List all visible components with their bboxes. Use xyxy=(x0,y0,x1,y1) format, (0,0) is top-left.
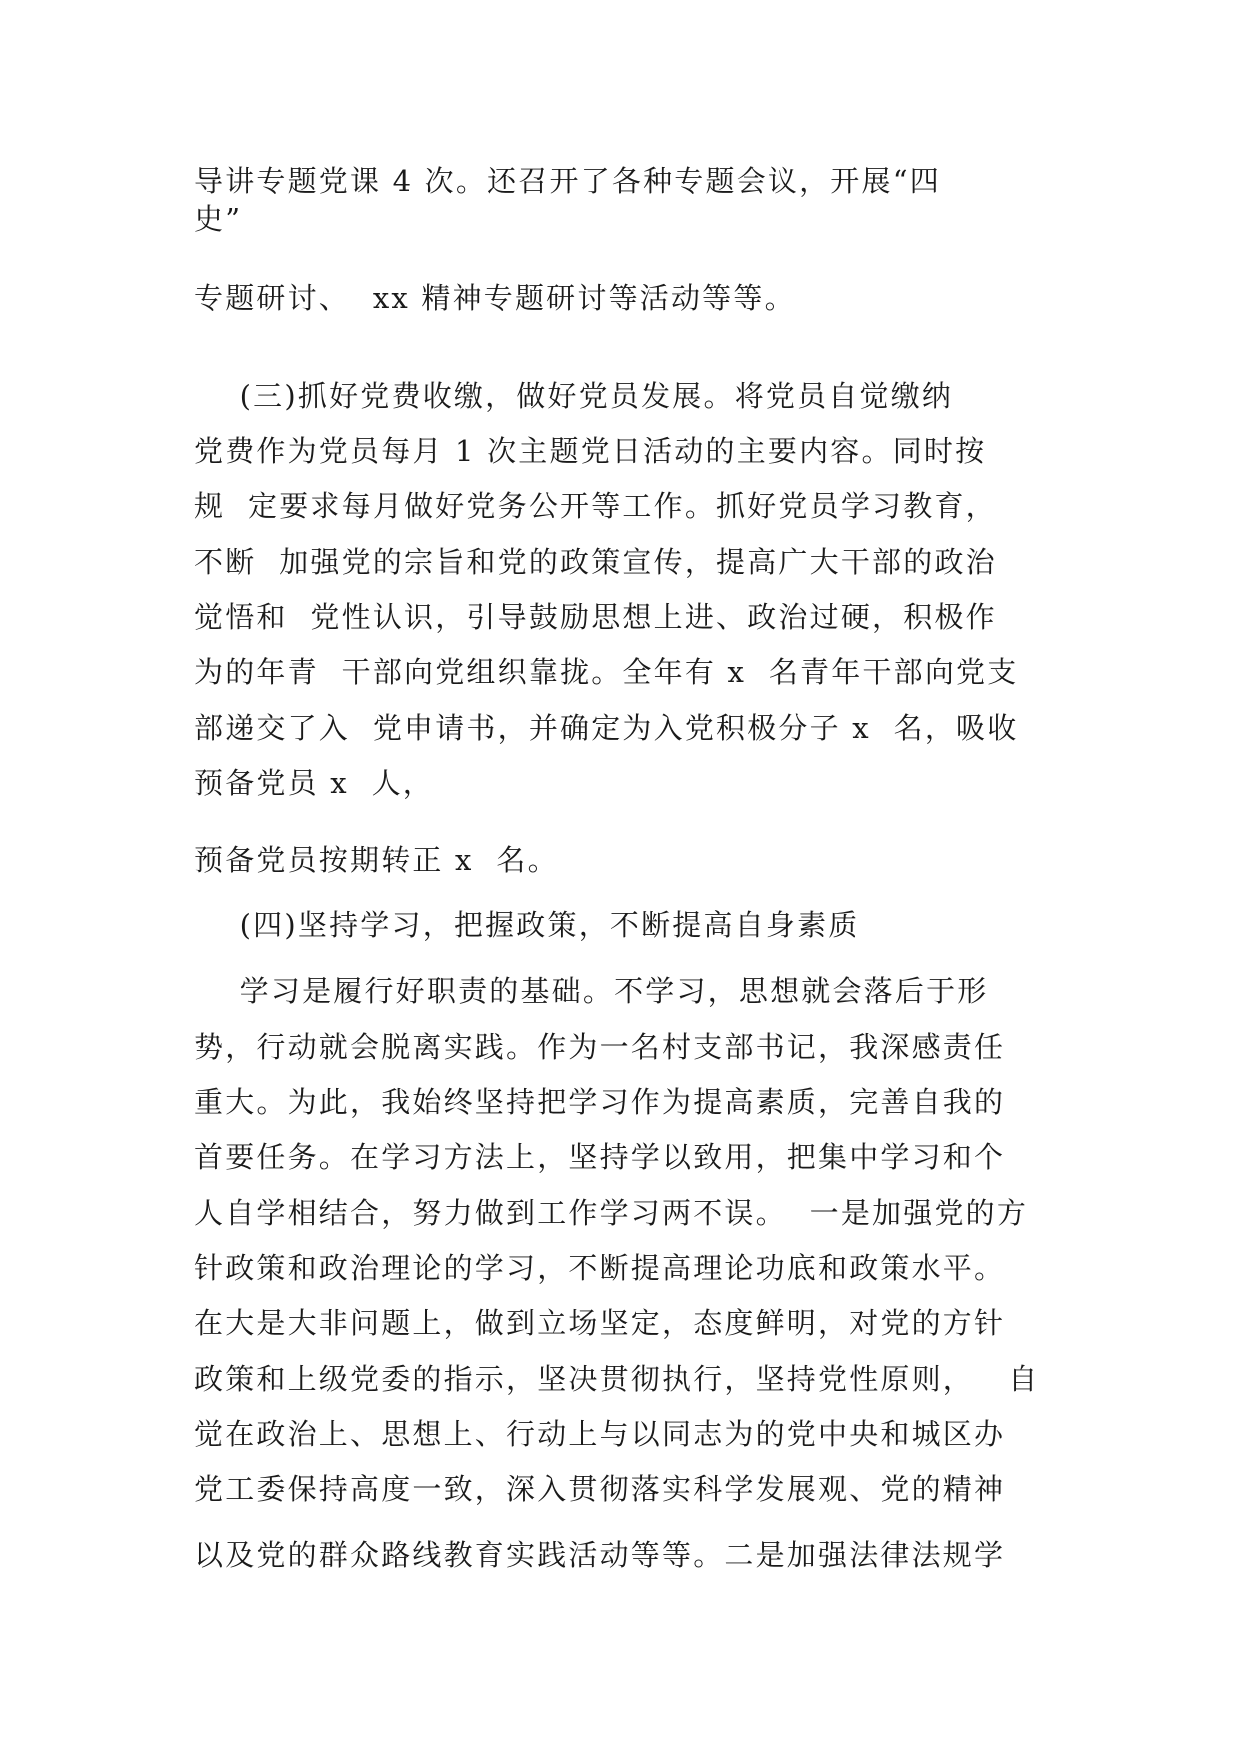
text-line: 预备党员按期转正 x 名。 xyxy=(194,843,559,877)
text-line: 针政策和政治理论的学习，不断提高理论功底和政策水平。 xyxy=(194,1251,1006,1285)
text-line: 专题研讨、 xx 精神专题研讨等活动等等。 xyxy=(194,281,796,315)
text-line: 规 定要求每月做好党务公开等工作。抓好党员学习教育， xyxy=(194,489,997,523)
text-line: 势，行动就会脱离实践。作为一名村支部书记，我深感责任 xyxy=(194,1030,1006,1064)
section-heading: (四)坚持学习，把握政策，不断提高自身素质 xyxy=(194,908,860,942)
text-line: 为的年青 干部向党组织靠拢。全年有 x 名青年干部向党支 xyxy=(194,655,1019,689)
text-line: 导讲专题党课 4 次。还召开了各种专题会议，开展“四 xyxy=(194,164,941,198)
text-line: 党费作为党员每月 1 次主题党日活动的主要内容。同时按 xyxy=(194,434,987,468)
text-line: 重大。为此，我始终坚持把学习作为提高素质，完善自我的 xyxy=(194,1085,1006,1119)
text-line: 在大是大非问题上，做到立场坚定，态度鲜明，对党的方针 xyxy=(194,1306,1006,1340)
text-line: 人自学相结合，努力做到工作学习两不误。 一是加强党的方 xyxy=(194,1196,1029,1230)
text-line: 政策和上级党委的指示，坚决贯彻执行，坚持党性原则， 自 xyxy=(194,1362,1040,1396)
text-line: 不断 加强党的宗旨和党的政策宣传，提高广大干部的政治 xyxy=(194,545,997,579)
text-line: (三)抓好党费收缴，做好党员发展。将党员自觉缴纳 xyxy=(194,379,954,413)
text-line: 预备党员 x 人， xyxy=(194,766,435,800)
text-line: 首要任务。在学习方法上，坚持学以致用，把集中学习和个 xyxy=(194,1140,1006,1174)
text-line: 党工委保持高度一致，深入贯彻落实科学发展观、党的精神 xyxy=(194,1472,1006,1506)
text-line: 觉在政治上、思想上、行动上与以同志为的党中央和城区办 xyxy=(194,1417,1006,1451)
text-line: 觉悟和 党性认识，引导鼓励思想上进、政治过硬，积极作 xyxy=(194,600,997,634)
text-line: 史” xyxy=(194,202,243,236)
text-line: 部递交了入 党申请书，并确定为入党积极分子 x 名，吸收 xyxy=(194,711,1019,745)
text-line: 以及党的群众路线教育实践活动等等。二是加强法律法规学 xyxy=(194,1538,1006,1572)
text-line: 学习是履行好职责的基础。不学习，思想就会落后于形 xyxy=(194,974,989,1008)
